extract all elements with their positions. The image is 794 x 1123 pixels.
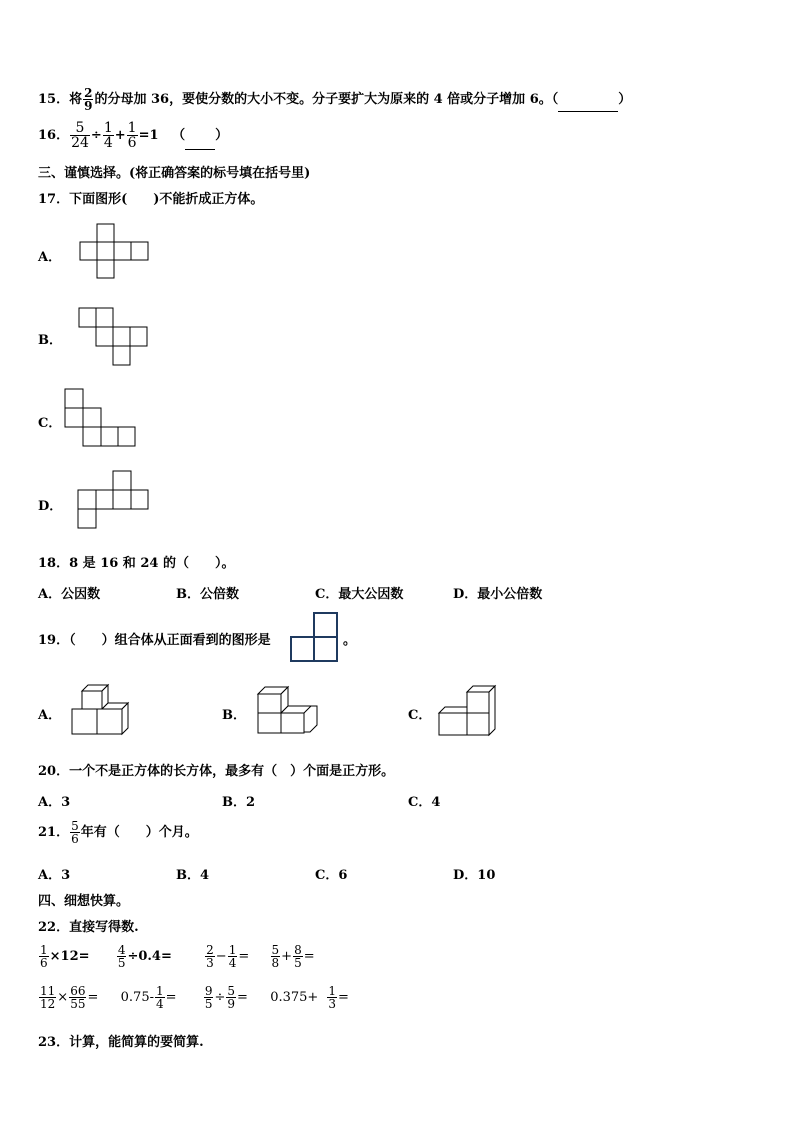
- section-title-4: 四、细想快算。: [38, 894, 130, 909]
- option-c[interactable]: C．: [38, 416, 62, 431]
- option-c[interactable]: C．最大公因数: [315, 587, 404, 602]
- question-20: 20．一个不是正方体的长方体，最多有（ ）个面是正方形。: [38, 764, 395, 779]
- option-b[interactable]: B．公倍数: [176, 587, 239, 602]
- option-b[interactable]: B．: [38, 333, 62, 348]
- question-18: 18．8 是 16 和 24 的（ ）。: [38, 556, 235, 571]
- option-a[interactable]: A．公因数: [38, 587, 101, 602]
- block-figure-b: [258, 687, 320, 737]
- answer-blank[interactable]: [558, 99, 618, 112]
- option-d[interactable]: D．最小公倍数: [453, 587, 543, 602]
- front-view-figure: [290, 612, 342, 664]
- question-17: 17．下面图形( )不能折成正方体。: [38, 192, 264, 207]
- calc-row-2: $\frac{11}{12}$ × $\frac{66}{55}$ = 0.75- $\frac{1}{4}$ = $\frac{9}{5}$ ÷ $\frac{5}{9}$ = 0.375+ $\frac{1}{3}$ =: [40, 984, 349, 1011]
- option-b[interactable]: B．4: [176, 868, 210, 883]
- question-23: 23．计算，能简算的要简算.: [38, 1035, 204, 1050]
- option-c[interactable]: C．: [408, 708, 432, 723]
- option-b[interactable]: B．: [222, 708, 246, 723]
- question-19: 19．（ ）组合体从正面看到的图形是: [38, 633, 271, 648]
- option-c[interactable]: C．6: [315, 868, 348, 883]
- option-b[interactable]: B．2: [222, 795, 256, 810]
- block-figure-c: [439, 685, 501, 741]
- option-a[interactable]: A．3: [38, 795, 71, 810]
- question-19-end: 。: [343, 633, 357, 648]
- question-16: 16． $\frac{5}{24}$ ÷ $\frac{1}{4}$ + $\frac{1}{6}$ =1 （ ）: [38, 120, 229, 151]
- cube-net-c: [65, 389, 139, 449]
- option-a[interactable]: A．3: [38, 868, 71, 883]
- section-title-3: 三、谨慎选择。(将正确答案的标号填在括号里): [38, 166, 311, 181]
- cube-net-d: [78, 471, 150, 531]
- answer-blank[interactable]: [185, 137, 215, 150]
- block-figure-a: [72, 684, 132, 740]
- option-d[interactable]: D．10: [453, 868, 496, 883]
- question-15: 15．将 $\frac{2}{9}$ 的分母加 36，要使分数的大小不变。分子要扩大为原来的 4 倍或分子增加 6。（ ）: [38, 86, 632, 113]
- option-d[interactable]: D．: [38, 499, 63, 514]
- option-a[interactable]: A．: [38, 708, 62, 723]
- option-c[interactable]: C．4: [408, 795, 441, 810]
- cube-net-b: [79, 308, 151, 368]
- question-21: 21． $\frac{5}{6}$ 年有（ ）个月。: [38, 819, 198, 846]
- option-a[interactable]: A．: [38, 250, 62, 265]
- fraction: $\frac{2}{9}$: [84, 86, 93, 113]
- question-22: 22．直接写得数.: [38, 920, 139, 935]
- cube-net-a: [80, 224, 152, 282]
- calc-row-1: $\frac{1}{6}$ ×12= $\frac{4}{5}$ ÷0.4= $\frac{2}{3}$ − $\frac{1}{4}$ = $\frac{5}{8}$ + $\frac{8}{5}$ =: [40, 943, 315, 970]
